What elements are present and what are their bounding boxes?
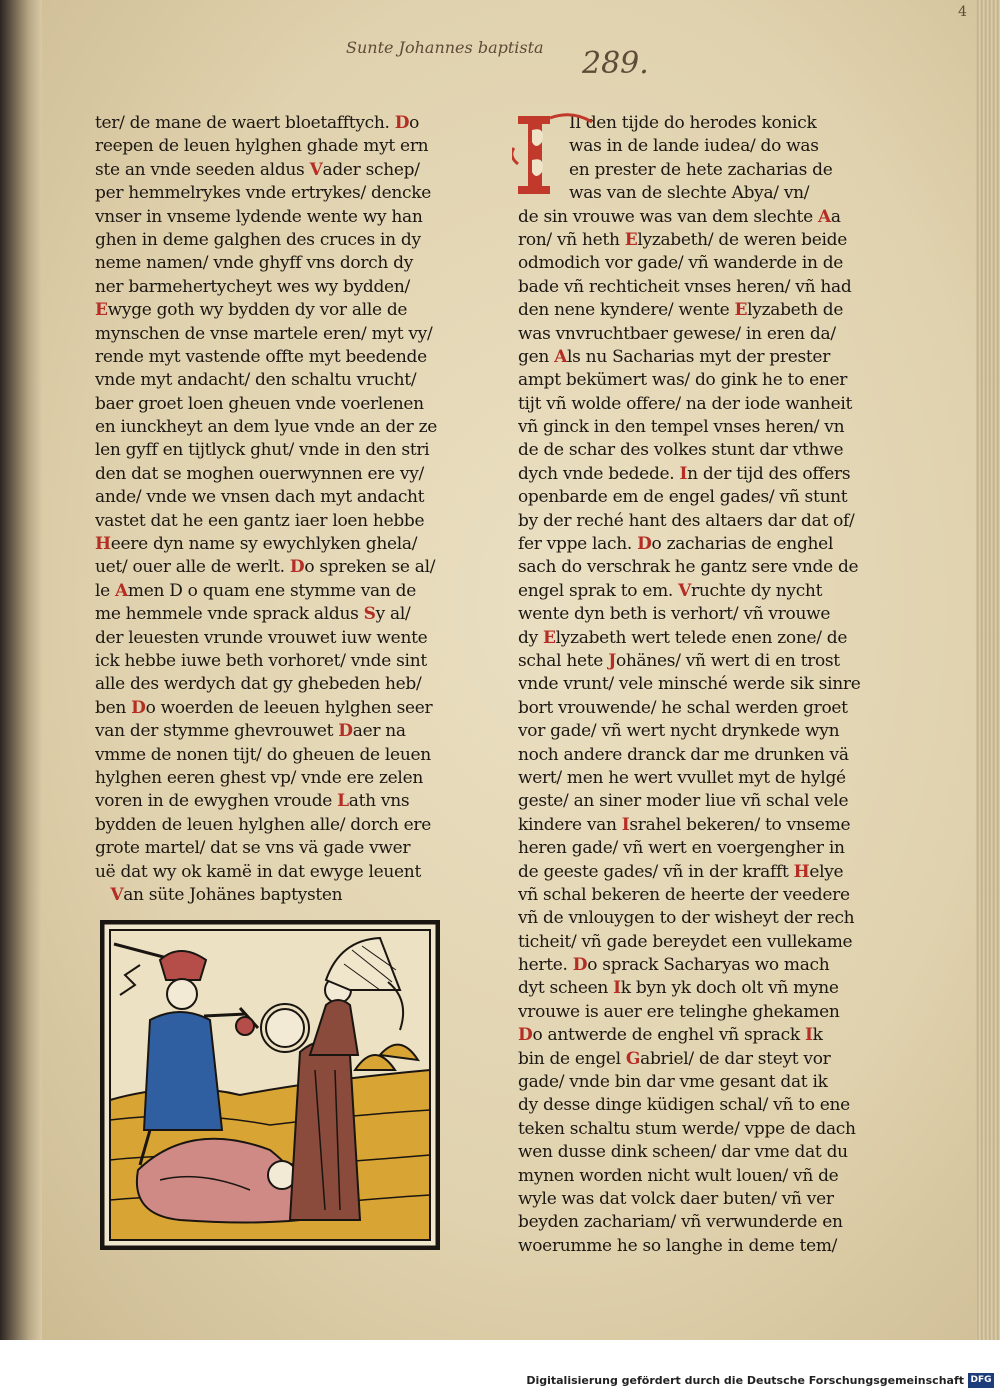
right-column-line: [518, 1118, 870, 1141]
right-column-line: [518, 767, 870, 790]
right-column-line: [518, 299, 870, 322]
right-column-line-text: ron/ vñ heth: [518, 229, 625, 250]
right-column-line: [518, 486, 870, 509]
right-column-line-text: wert/ men he wert vvullet myt de hylgé: [518, 767, 846, 788]
right-column-line: [518, 837, 870, 860]
right-column-line-post: o zacharias de enghel: [651, 534, 834, 555]
right-column-line-text: engel sprak to em.: [518, 580, 679, 601]
right-column-line: [518, 439, 870, 462]
right-column-line-text: was van de slechte Abya/ vn/: [569, 183, 810, 204]
left-column-line: [95, 744, 447, 767]
left-column-line-rubric2: L: [337, 791, 349, 812]
right-column-line-post: k: [812, 1025, 823, 1046]
right-column-line: [518, 416, 870, 439]
right-column-line: [518, 1235, 870, 1258]
left-column-line-post: ader schep/: [322, 159, 420, 180]
right-column-line-text: herte.: [518, 955, 573, 976]
right-column-line-post: lyzabeth de: [747, 300, 844, 321]
right-column-line: [518, 229, 870, 252]
left-column-line: [95, 720, 447, 743]
right-column-line-rubric2: E: [543, 627, 556, 648]
left-column-line-post: ath vns: [348, 791, 410, 812]
left-column-line: [95, 299, 447, 322]
left-column-line-post: o woerden de leeuen hylghen seer: [145, 697, 433, 718]
right-column-line: [518, 790, 870, 813]
right-column-line-text: fer vppe lach.: [518, 534, 638, 555]
left-column-line: [95, 323, 447, 346]
left-column-line: [95, 533, 447, 556]
right-column-line-text: vnde vrunt/ vele minsché werde sik sinre: [518, 674, 861, 695]
right-column-line: [518, 276, 870, 299]
right-column-line: [518, 393, 870, 416]
right-column-line-text: mynen worden nicht wult louen/ vñ de: [518, 1165, 839, 1186]
right-column-line-text: by der reché hant des altaers dar dat of/: [518, 510, 855, 531]
right-column-line-text: ampt bekümert was/ do gink he to ener: [518, 370, 848, 391]
right-column-line-text: dych vnde bedede.: [518, 463, 680, 484]
left-column-line-text: ben: [95, 697, 132, 718]
right-column-line: [518, 954, 870, 977]
left-column-line-text: vnde myt andacht/ den schaltu vrucht/: [95, 370, 417, 391]
right-column-line: [518, 977, 870, 1000]
right-column-line-text: wente dyn beth is verhort/ vñ vrouwe: [518, 604, 831, 625]
right-column-line-text: beyden zachariam/ vñ verwunderde en: [518, 1212, 843, 1233]
right-column-line: [518, 1211, 870, 1234]
right-column-line-rubric: D: [518, 1025, 533, 1046]
left-column-line-post: o spreken se al/: [304, 557, 436, 578]
left-column-line-rubric2: D: [131, 697, 146, 718]
right-column-line: [518, 907, 870, 930]
left-column-line: [95, 463, 447, 486]
right-column-line: [518, 1001, 870, 1024]
left-column-line: [95, 697, 447, 720]
right-column-line-post: ohänes/ vñ wert di en trost: [615, 650, 840, 671]
left-column-line-text: ick hebbe iuwe beth vorhoret/ vnde sint: [95, 650, 427, 671]
right-column-line: [518, 673, 870, 696]
right-column-line-text: vñ de vnlouygen to der wisheyt der rech: [518, 908, 855, 929]
left-column-line-text: grote martel/ dat se vns vä gade vwer: [95, 838, 411, 859]
right-column-line-text: dy desse dinge küdigen schal/ vñ to ene: [518, 1095, 850, 1116]
right-column-line: [518, 1048, 870, 1071]
right-column-line-rubric2: I: [621, 814, 630, 835]
corner-mark: 4: [958, 4, 967, 20]
right-column-line-text: noch andere dranck dar me drunken vä: [518, 744, 849, 765]
right-column-line: [518, 931, 870, 954]
right-column-line: [518, 206, 870, 229]
left-column-line: [95, 346, 447, 369]
left-column-line-text: den dat se moghen ouerwynnen ere vy/: [95, 463, 424, 484]
adjacent-page-text: [2, 60, 32, 1280]
right-column-line-post: elye: [809, 861, 844, 882]
right-column-line-text: gade/ vnde bin dar vme gesant dat ik: [518, 1072, 828, 1093]
right-column-line-post: abriel/ de dar steyt vor: [640, 1048, 831, 1069]
right-column-line-post: o sprack Sacharyas wo mach: [587, 955, 830, 976]
right-column-line-text: dy: [518, 627, 543, 648]
right-column-line-post: n der tijd des offers: [687, 463, 851, 484]
dfg-logo: DFG: [968, 1373, 994, 1388]
right-column-line-text: gen: [518, 346, 555, 367]
left-column-line-rubric2: D: [289, 557, 305, 578]
left-column-line: [95, 627, 447, 650]
right-column-line-rubric2: D: [572, 955, 588, 976]
left-column-line-text: van der stymme ghevrouwet: [95, 721, 339, 742]
left-column-line-text: ste an vnde seeden aldus: [95, 159, 310, 180]
left-column-line-text: ghen in deme galghen des cruces in dy: [95, 229, 421, 250]
right-column-line-text: woerumme he so langhe in deme tem/: [518, 1235, 838, 1256]
left-column-line-text: uë dat wy ok kamë in dat ewyge leuent: [95, 861, 421, 882]
book-spine: [0, 0, 42, 1340]
right-column-line: [518, 533, 870, 556]
right-column-line-text: kindere van: [518, 814, 622, 835]
left-column-line-text: ter/ de mane de waert bloetafftych.: [95, 113, 395, 133]
right-column-line-text: Il den tijde do herodes konick: [569, 113, 817, 133]
right-column-line: [518, 627, 870, 650]
right-column-line-rubric2: A: [817, 206, 831, 227]
right-column-line-text: en prester de hete zacharias de: [569, 159, 833, 180]
left-column-line: [95, 182, 447, 205]
right-column-line-rubric2: H: [793, 861, 810, 882]
right-column-line-text: den nene kyndere/ wente: [518, 300, 735, 321]
right-column-line-rubric2: I: [679, 463, 688, 484]
right-column-line-post: k byn yk doch olt vñ myne: [620, 978, 839, 999]
right-column-line-text: bort vrouwende/ he schal werden groet: [518, 697, 848, 718]
right-column-line-text: o antwerde de enghel vñ sprack: [532, 1025, 805, 1046]
left-text-column: [95, 112, 447, 907]
left-column-line-text: an süte Johänes baptysten: [123, 884, 343, 905]
right-column-line: [518, 369, 870, 392]
left-column-line: [95, 767, 447, 790]
left-column-line: [95, 112, 447, 135]
left-column-line-rubric2: V: [309, 159, 323, 180]
left-column-line-post: y al/: [375, 604, 411, 625]
left-column-line-text: vnser in vnseme lydende wente wy han: [95, 206, 423, 227]
right-column-line-text: dyt scheen: [518, 978, 614, 999]
right-column-line-post: lyzabeth/ de weren beide: [637, 229, 847, 250]
right-column-line-rubric2: E: [734, 300, 748, 321]
left-column-line-post: aer na: [352, 721, 406, 742]
left-column-line: [95, 252, 447, 275]
right-column-line: [518, 814, 870, 837]
left-column-line-text: ner barmehertycheyt wes wy bydden/: [95, 276, 410, 297]
right-column-line: [518, 603, 870, 626]
left-column-line-rubric: V: [110, 884, 124, 905]
woodcut-illustration: [100, 920, 440, 1250]
left-column-line: [95, 416, 447, 439]
right-column-line-text: de sin vrouwe was van dem slechte: [518, 206, 818, 227]
left-column-line-rubric2: S: [363, 604, 376, 625]
right-column-line-rubric2: V: [678, 580, 692, 601]
right-column-line: [518, 323, 870, 346]
left-column-line-text: hylghen eeren ghest vp/ vnde ere zelen: [95, 767, 423, 788]
right-column-line-text: de geeste gades/ vñ in der krafft: [518, 861, 794, 882]
right-column-line: [518, 884, 870, 907]
right-text-column: [518, 112, 870, 1258]
right-column-line-post: a: [830, 206, 841, 227]
left-column-line: [95, 814, 447, 837]
left-column-line: [95, 837, 447, 860]
left-column-line-text: der leuesten vrunde vrouwet iuw wente: [95, 627, 428, 648]
right-column-line-text: tijt vñ wolde offere/ na der iode wanheit: [518, 393, 853, 414]
left-column-line: [95, 650, 447, 673]
left-column-line: [95, 159, 447, 182]
right-column-line-text: de de schar des volkes stunt dar vthwe: [518, 440, 844, 461]
left-column-line: [95, 369, 447, 392]
right-column-line: [518, 346, 870, 369]
folio-number: 289.: [582, 46, 649, 81]
right-column-line: [518, 252, 870, 275]
left-column-line: [95, 861, 447, 884]
left-column-line-text: rende myt vastende offte myt beedende: [95, 346, 427, 367]
left-column-line: [95, 510, 447, 533]
left-column-line-rubric: E: [95, 300, 108, 321]
right-column-line: [518, 861, 870, 884]
right-column-line-rubric2: J: [608, 650, 616, 671]
left-column-line-text: reepen de leuen hylghen ghade myt ern: [95, 136, 429, 157]
right-column-line: [518, 580, 870, 603]
right-column-line: [518, 1094, 870, 1117]
right-column-line-text: vñ schal bekeren de heerte der veedere: [518, 884, 850, 905]
right-column-line: [518, 463, 870, 486]
right-column-line-rubric2: I: [804, 1025, 813, 1046]
right-column-line-post: ruchte dy nycht: [691, 580, 823, 601]
left-column-line: [95, 884, 447, 907]
left-column-line-text: vmme de nonen tijt/ do gheuen de leuen: [95, 744, 431, 765]
left-column-line-post: o: [409, 113, 420, 133]
handwritten-header: Sunte Johannes baptista: [346, 38, 544, 57]
left-column-line-text: len gyff en tijtlyck ghut/ vnde in den stri: [95, 440, 430, 461]
right-column-line: [518, 556, 870, 579]
right-column-line-rubric2: G: [625, 1048, 641, 1069]
right-column-line: [518, 744, 870, 767]
right-column-line: [518, 720, 870, 743]
right-column-line-rubric2: I: [613, 978, 621, 999]
left-column-line-text: wyge goth wy bydden dy vor alle de: [107, 300, 408, 321]
left-column-line: [95, 229, 447, 252]
right-column-line-text: heren gade/ vñ wert en voergengher in: [518, 838, 845, 859]
right-column-line: [518, 1165, 870, 1188]
right-column-line-rubric2: E: [624, 229, 638, 250]
left-column-line: [95, 580, 447, 603]
left-column-line-text: per hemmelrykes vnde ertrykes/ dencke: [95, 183, 431, 204]
right-column-line-post: srahel bekeren/ to vnseme: [629, 814, 851, 835]
right-column-line-rubric2: A: [554, 346, 567, 367]
left-column-line-text: baer groet loen gheuen vnde voerlenen: [95, 393, 424, 414]
right-column-line: [518, 1141, 870, 1164]
left-column-line: [95, 673, 447, 696]
left-column-line: [95, 439, 447, 462]
decorated-initial-letter: [512, 108, 598, 198]
left-column-line-text: eere dyn name sy ewychlyken ghela/: [110, 534, 418, 555]
left-column-line-rubric2: D: [338, 721, 353, 742]
right-column-line-text: openbarde em de engel gades/ vñ stunt: [518, 487, 848, 508]
right-column-line-post: ls nu Sacharias myt der prester: [567, 346, 831, 367]
left-column-line-rubric2: A: [115, 580, 128, 601]
right-column-line-text: geste/ an siner moder liue vñ schal vele: [518, 791, 849, 812]
right-column-line-text: bin de engel: [518, 1048, 626, 1069]
left-column-line-text: vastet dat he een gantz iaer loen hebbe: [95, 510, 425, 531]
right-column-line-text: bade vñ rechticheit vnses heren/ vñ had: [518, 276, 852, 297]
right-column-line-text: was in de lande iudea/ do was: [569, 136, 819, 157]
left-column-line-text: me hemmele vnde sprack aldus: [95, 604, 364, 625]
right-column-line: [518, 697, 870, 720]
left-column-line: [95, 206, 447, 229]
left-column-line: [95, 603, 447, 626]
right-column-line-rubric2: D: [637, 534, 652, 555]
right-column-line-text: wyle was dat volck daer buten/ vñ ver: [518, 1188, 834, 1209]
right-column-line-text: teken schaltu stum werde/ vppe de dach: [518, 1118, 856, 1139]
left-column-line-post: men D o quam ene stymme van de: [127, 580, 416, 601]
right-column-line: [518, 1188, 870, 1211]
left-column-line: [95, 556, 447, 579]
left-column-line: [95, 276, 447, 299]
right-column-line: [518, 1071, 870, 1094]
digitization-credit: Digitalisierung gefördert durch die Deutsche Forschungsgemeinschaft: [526, 1374, 964, 1387]
left-column-line-rubric: H: [95, 534, 111, 555]
right-column-line: [518, 1024, 870, 1047]
right-column-line-text: vrouwe is auer ere telinghe ghekamen: [518, 1001, 840, 1022]
left-column-line-text: voren in de ewyghen vroude: [95, 791, 338, 812]
right-column-line: [518, 650, 870, 673]
right-column-line-text: sach do verschrak he gantz sere vnde de: [518, 557, 859, 578]
left-column-line: [95, 135, 447, 158]
page-edges: [976, 0, 1000, 1340]
left-column-line: [95, 790, 447, 813]
right-column-line-text: was vnvruchtbaer gewese/ in eren da/: [518, 323, 836, 344]
right-column-line-text: wen dusse dink scheen/ dar vme dat du: [518, 1142, 848, 1163]
left-column-line: [95, 486, 447, 509]
left-column-line-pre: [95, 885, 110, 905]
left-column-line-text: mynschen de vnse martele eren/ myt vy/: [95, 323, 433, 344]
left-column-line-text: neme namen/ vnde ghyff vns dorch dy: [95, 253, 414, 274]
left-column-line-text: en iunckheyt an dem lyue vnde an der ze: [95, 417, 438, 438]
left-column-line-text: bydden de leuen hylghen alle/ dorch ere: [95, 814, 431, 835]
left-column-line-text: le: [95, 580, 116, 601]
right-column-line-text: ticheit/ vñ gade bereydet een vullekame: [518, 931, 853, 952]
right-column-line-text: odmodich vor gade/ vñ wanderde in de: [518, 253, 844, 274]
right-column-line-text: schal hete: [518, 650, 609, 671]
right-column-line-post: lyzabeth wert telede enen zone/ de: [555, 627, 848, 648]
left-column-line-text: uet/ ouer alle de werlt.: [95, 557, 290, 578]
left-column-line-text: ande/ vnde we vnsen dach myt andacht: [95, 487, 425, 508]
footer-bar: [0, 1340, 1000, 1396]
right-column-line-text: vñ ginck in den tempel vnses heren/ vn: [518, 417, 845, 438]
right-column-line: [518, 510, 870, 533]
right-column-line-text: vor gade/ vñ wert nycht drynkede wyn: [518, 721, 840, 742]
left-column-line: [95, 393, 447, 416]
left-column-line-rubric2: D: [394, 113, 410, 133]
left-column-line-text: alle des werdych dat gy ghebeden heb/: [95, 674, 422, 695]
